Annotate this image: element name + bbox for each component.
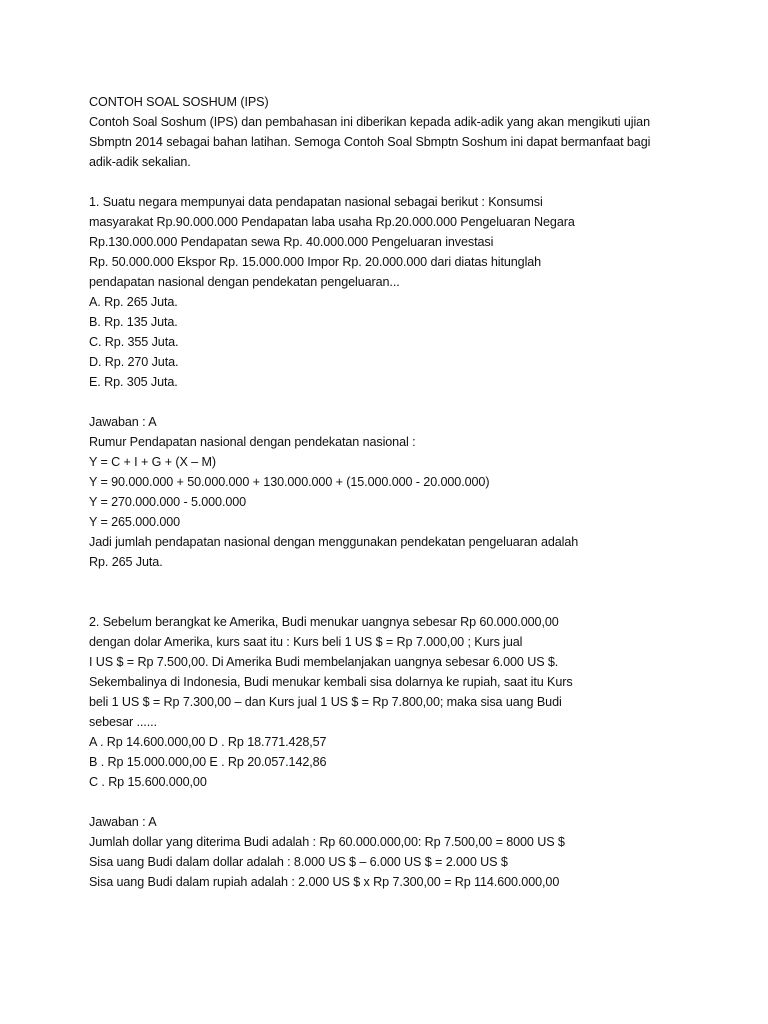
q1-option-c: C. Rp. 355 Juta. xyxy=(89,335,179,349)
q2-question-line: 2. Sebelum berangkat ke Amerika, Budi menukar uangnya sebesar Rp 60.000.000,00 xyxy=(89,615,559,629)
q1-answer-line: Rumur Pendapatan nasional dengan pendekatan nasional : xyxy=(89,435,416,449)
q1-option-a: A. Rp. 265 Juta. xyxy=(89,295,178,309)
intro-line: adik-adik sekalian. xyxy=(89,155,191,169)
q1-option-b: B. Rp. 135 Juta. xyxy=(89,315,178,329)
spacer xyxy=(89,172,689,192)
q1-answer-line: Y = C + I + G + (X – M) xyxy=(89,455,216,469)
spacer xyxy=(89,792,689,812)
intro-line: Sbmptn 2014 sebagai bahan latihan. Semoga Contoh Soal Sbmptn Soshum ini dapat bermanfaat bagi xyxy=(89,135,651,149)
intro-line: Contoh Soal Soshum (IPS) dan pembahasan ini diberikan kepada adik-adik yang akan mengikuti ujian xyxy=(89,115,650,129)
q1-answer-line: Jadi jumlah pendapatan nasional dengan menggunakan pendekatan pengeluaran adalah xyxy=(89,535,579,549)
q1-question-line: Rp.130.000.000 Pendapatan sewa Rp. 40.000.000 Pengeluaran investasi xyxy=(89,235,494,249)
q2-answer-line: Sisa uang Budi dalam dollar adalah : 8.000 US $ – 6.000 US $ = 2.000 US $ xyxy=(89,855,508,869)
q2-question-line: sebesar ...... xyxy=(89,715,157,729)
q1-answer-label: Jawaban : A xyxy=(89,415,157,429)
q1-answer-line: Rp. 265 Juta. xyxy=(89,555,163,569)
q1-option-d: D. Rp. 270 Juta. xyxy=(89,355,179,369)
q2-question-line: Sekembalinya di Indonesia, Budi menukar kembali sisa dolarnya ke rupiah, saat itu Kurs xyxy=(89,675,573,689)
q1-option-e: E. Rp. 305 Juta. xyxy=(89,375,178,389)
q2-option-line: B . Rp 15.000.000,00 E . Rp 20.057.142,86 xyxy=(89,755,327,769)
q1-question-line: pendapatan nasional dengan pendekatan pengeluaran... xyxy=(89,275,400,289)
q2-question-line: dengan dolar Amerika, kurs saat itu : Kurs beli 1 US $ = Rp 7.000,00 ; Kurs jual xyxy=(89,635,523,649)
q2-question-line: beli 1 US $ = Rp 7.300,00 – dan Kurs jual 1 US $ = Rp 7.800,00; maka sisa uang Budi xyxy=(89,695,562,709)
q2-answer-label: Jawaban : A xyxy=(89,815,157,829)
q2-question-line: I US $ = Rp 7.500,00. Di Amerika Budi membelanjakan uangnya sebesar 6.000 US $. xyxy=(89,655,559,669)
spacer xyxy=(89,572,689,612)
q2-answer-line: Sisa uang Budi dalam rupiah adalah : 2.000 US $ x Rp 7.300,00 = Rp 114.600.000,00 xyxy=(89,875,560,889)
q1-answer-line: Y = 265.000.000 xyxy=(89,515,181,529)
q1-question-line: 1. Suatu negara mempunyai data pendapatan nasional sebagai berikut : Konsumsi xyxy=(89,195,543,209)
spacer xyxy=(89,392,689,412)
q1-question-line: Rp. 50.000.000 Ekspor Rp. 15.000.000 Impor Rp. 20.000.000 dari diatas hitunglah xyxy=(89,255,542,269)
q2-answer-line: Jumlah dollar yang diterima Budi adalah : Rp 60.000.000,00: Rp 7.500,00 = 8000 US $ xyxy=(89,835,565,849)
q1-answer-line: Y = 90.000.000 + 50.000.000 + 130.000.000 + (15.000.000 - 20.000.000) xyxy=(89,475,490,489)
q2-option-line: C . Rp 15.600.000,00 xyxy=(89,775,207,789)
q2-option-line: A . Rp 14.600.000,00 D . Rp 18.771.428,57 xyxy=(89,735,327,749)
q1-question-line: masyarakat Rp.90.000.000 Pendapatan laba usaha Rp.20.000.000 Pengeluaran Negara xyxy=(89,215,575,229)
document-title: CONTOH SOAL SOSHUM (IPS) xyxy=(89,95,269,109)
q1-answer-line: Y = 270.000.000 - 5.000.000 xyxy=(89,495,247,509)
document-content xyxy=(89,92,689,892)
